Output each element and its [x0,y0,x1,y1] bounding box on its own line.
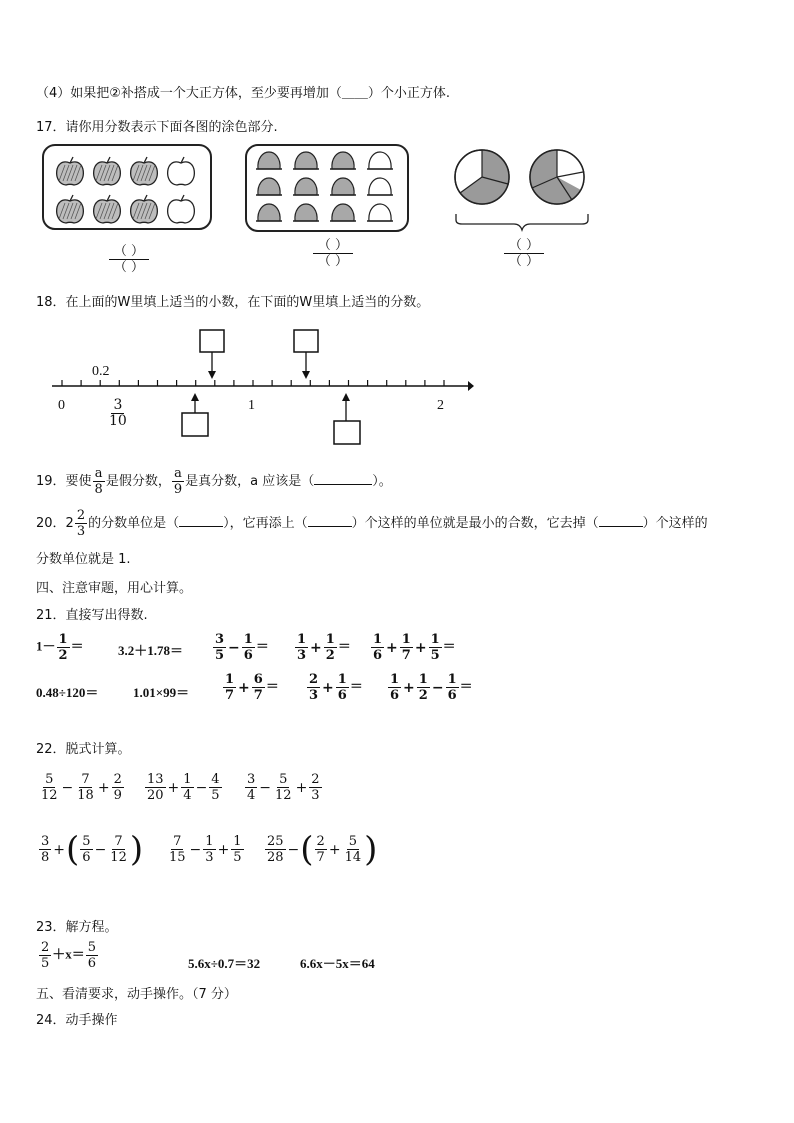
q17-fraction-2[interactable]: $\frac{( )}{( )}$ [312,238,354,269]
label-1: 1 [248,398,255,413]
q22-expr-4: $\frac{3}{8}$ +( $\frac{5}{6}$ − $\frac{7}{12}$ ) [41,829,144,870]
apple-picture [40,142,215,232]
q21-title: 21．直接写出得数. [36,608,148,623]
q20-blank-1[interactable] [179,526,223,527]
q21-expr-4: $\frac{1}{3}$ + $\frac{1}{2}$ ＝ [297,632,351,663]
q18-title: 18．在上面的W里填上适当的小数，在下面的W里填上适当的分数。 [36,295,430,310]
q20: 20．2 $\frac{2}{3}$ 的分数单位是（ ），它再添上（ ）个这样的单位就是最小的合数，它去掉（ ）个这样的 [36,508,708,539]
fruit-icon [332,178,354,195]
fruit-icon [332,152,354,169]
label-0.2: 0.2 [92,364,110,379]
label-0: 0 [58,398,65,413]
q16-part4: （4）如果把②补搭成一个大正方体，至少要再增加（＿＿）个小正方体. [36,86,451,101]
q21-expr-10: $\frac{1}{6}$ + $\frac{1}{2}$ − $\frac{1}{6}$ ＝ [390,672,473,703]
section-5-title: 五、看清要求，动手操作。（7 分） [36,987,237,1002]
q19-blank[interactable] [314,484,372,485]
q23-eq-3: 6.6x－5x＝64 [300,956,375,971]
q23-eq-1: $\frac{2}{5}$ ＋x＝ $\frac{5}{6}$ [41,940,97,971]
q22-expr-1: $\frac{5}{12}$ − $\frac{7}{18}$ + $\frac{2}{9}$ [41,772,122,803]
label-2: 2 [437,398,444,413]
q21-expr-5: $\frac{1}{6}$ + $\frac{1}{7}$ + $\frac{1}{5}$ ＝ [373,632,456,663]
fruit-icon [332,204,354,221]
q20-line2: 分数单位就是 1. [36,552,131,567]
fruit-picture [243,142,411,234]
q24-title: 24．动手操作 [36,1013,118,1028]
q21-expr-1: 1－ $\frac{1}{2}$ ＝ [36,632,84,663]
q17-title: 17．请你用分数表示下面各图的涂色部分. [36,120,278,135]
fruit-icon [295,178,317,195]
q21-expr-9: $\frac{2}{3}$ + $\frac{1}{6}$ ＝ [309,672,363,703]
q22-expr-6: $\frac{25}{28}$ −( $\frac{2}{7}$ + $\frac{5}{14}$ ) [267,829,378,870]
q19: 19．要使 $\frac{a}{8}$ 是假分数， $\frac{a}{9}$ 是真分数，a 应该是（ ）。 [36,466,392,497]
q21-expr-2: 3.2＋1.78＝ [118,643,184,658]
fruit-icon [369,152,391,169]
q17-fraction-1[interactable]: $\frac{( )}{( )}$ [108,244,150,275]
fruit-icon [295,152,317,169]
q21-expr-3: $\frac{3}{5}$ − $\frac{1}{6}$ ＝ [215,632,269,663]
q22-expr-3: $\frac{3}{4}$ − $\frac{5}{12}$ + $\frac{2}{3}$ [247,772,320,803]
fruit-icon [369,178,391,195]
q22-expr-5: $\frac{7}{15}$ − $\frac{1}{3}$ + $\frac{1}{5}$ [169,834,242,865]
fruit-icon [295,204,317,221]
label-3-10: $\frac{3}{10}$ [109,397,127,429]
q23-title: 23．解方程。 [36,920,118,935]
apple-icon [168,162,195,185]
pie-circles-picture [452,144,592,234]
fruit-icon [258,204,280,221]
fruit-icon [258,152,280,169]
q21-expr-6: 0.48÷120＝ [36,685,99,700]
apple-icon [168,200,195,223]
q23-eq-2: 5.6x÷0.7＝32 [188,956,261,971]
q17-fraction-3[interactable]: $\frac{( )}{( )}$ [503,238,545,269]
q22-title: 22．脱式计算。 [36,742,131,757]
q21-expr-7: 1.01×99＝ [133,685,190,700]
q20-blank-2[interactable] [308,526,352,527]
fruit-icon [369,204,391,221]
q21-expr-8: $\frac{1}{7}$ + $\frac{6}{7}$ ＝ [225,672,279,703]
q22-expr-2: $\frac{13}{20}$ + $\frac{1}{4}$ − $\frac{4}{5}$ [147,772,220,803]
fruit-icon [258,178,280,195]
q20-blank-3[interactable] [599,526,643,527]
section-4-title: 四、注意审题，用心计算。 [36,581,193,596]
